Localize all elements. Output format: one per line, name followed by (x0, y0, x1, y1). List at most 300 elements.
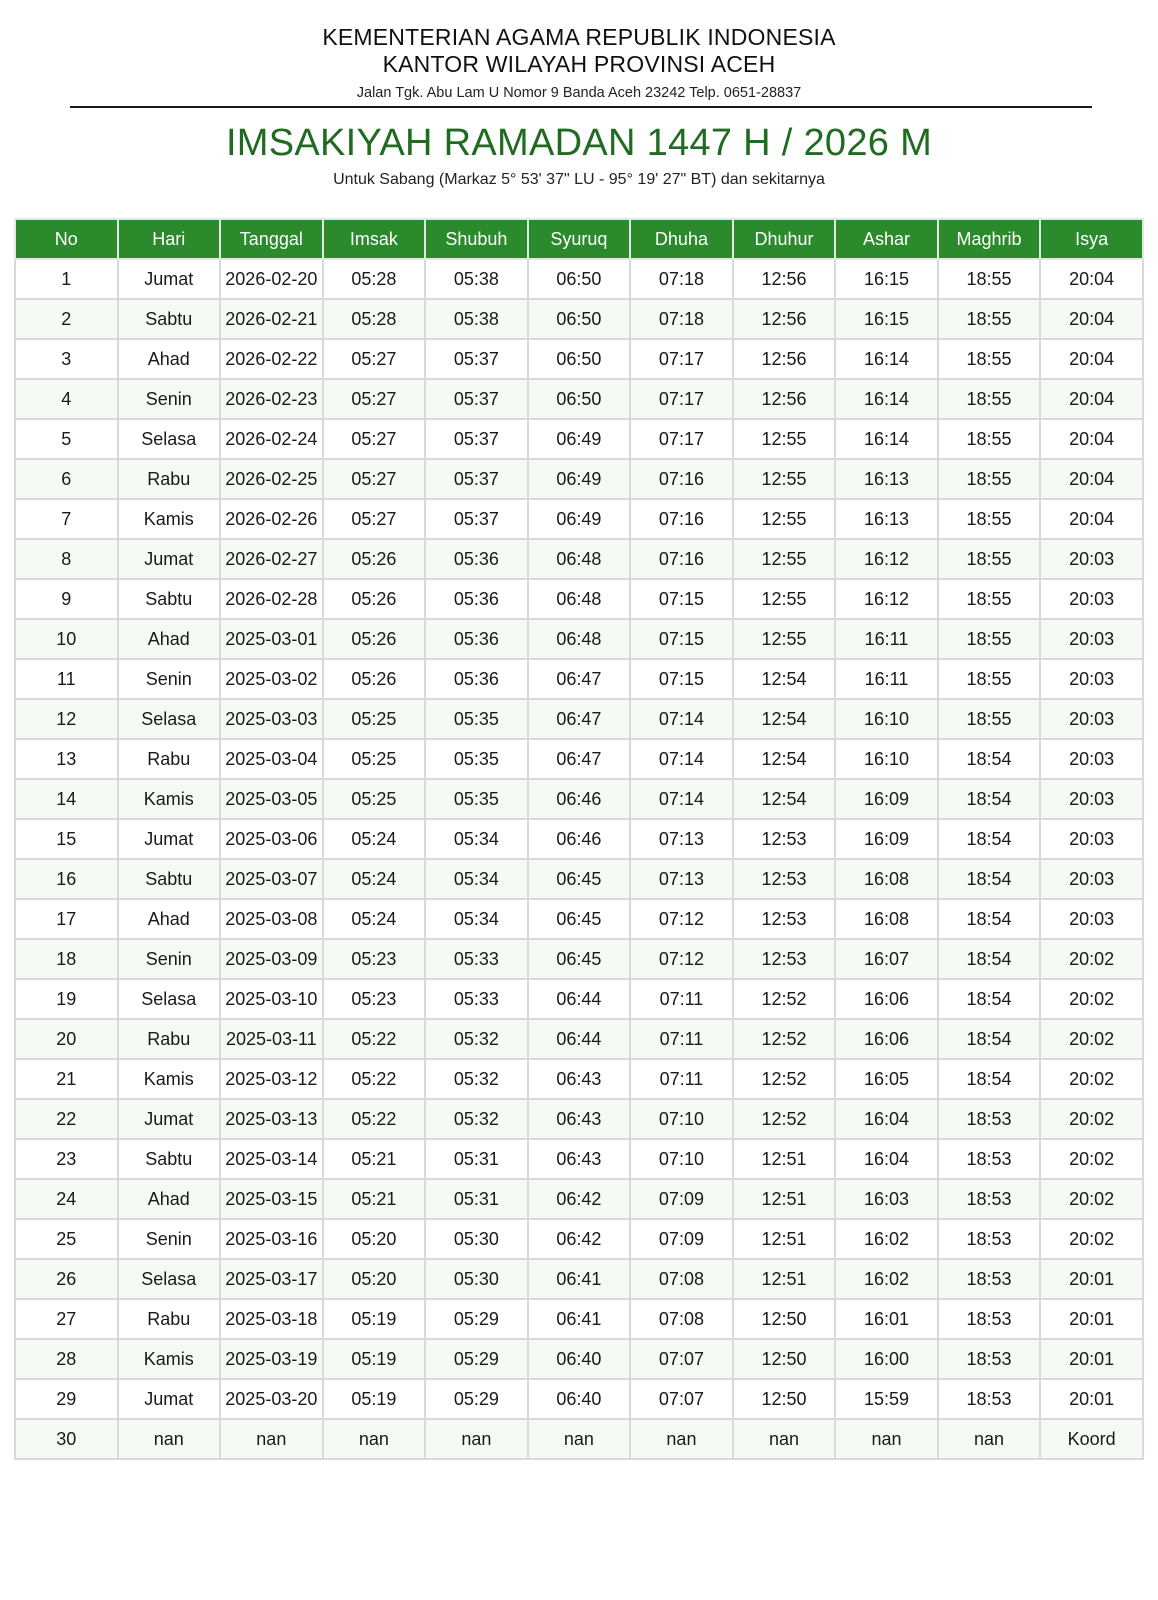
cell-shubuh: 05:37 (425, 499, 528, 539)
cell-tanggal: 2025-03-01 (220, 619, 323, 659)
cell-tanggal: 2025-03-11 (220, 1019, 323, 1059)
cell-imsak: 05:24 (323, 859, 426, 899)
cell-no: 24 (15, 1179, 118, 1219)
cell-no: 3 (15, 339, 118, 379)
cell-syuruq: 06:47 (528, 739, 631, 779)
cell-maghrib: 18:53 (938, 1379, 1041, 1419)
cell-hari: Senin (118, 659, 221, 699)
cell-dhuhur: nan (733, 1419, 836, 1459)
cell-shubuh: 05:36 (425, 619, 528, 659)
column-header-ashar: Ashar (835, 219, 938, 259)
table-row (15, 1059, 1143, 1099)
cell-dhuha: 07:11 (630, 1019, 733, 1059)
document-subtitle: Untuk Sabang (Markaz 5° 53' 37" LU - 95° 19' 27" BT) dan sekitarnya (333, 171, 825, 188)
cell-dhuha: 07:09 (630, 1179, 733, 1219)
cell-shubuh: 05:29 (425, 1299, 528, 1339)
cell-no: 14 (15, 779, 118, 819)
cell-syuruq: 06:49 (528, 499, 631, 539)
cell-isya: 20:03 (1040, 859, 1143, 899)
cell-maghrib: 18:55 (938, 579, 1041, 619)
cell-tanggal: 2025-03-03 (220, 699, 323, 739)
cell-syuruq: 06:43 (528, 1099, 631, 1139)
cell-dhuhur: 12:53 (733, 939, 836, 979)
cell-tanggal: 2026-02-25 (220, 459, 323, 499)
cell-isya: 20:03 (1040, 579, 1143, 619)
cell-hari: Selasa (118, 979, 221, 1019)
table-row (15, 659, 1143, 699)
cell-tanggal: 2026-02-20 (220, 259, 323, 299)
cell-ashar: 16:14 (835, 419, 938, 459)
cell-ashar: 16:13 (835, 459, 938, 499)
cell-hari: Rabu (118, 739, 221, 779)
cell-hari: Kamis (118, 1059, 221, 1099)
cell-isya: 20:02 (1040, 1019, 1143, 1059)
cell-no: 23 (15, 1139, 118, 1179)
cell-tanggal: 2025-03-14 (220, 1139, 323, 1179)
cell-dhuhur: 12:56 (733, 339, 836, 379)
cell-imsak: 05:19 (323, 1379, 426, 1419)
column-header-no: No (15, 219, 118, 259)
cell-isya: 20:04 (1040, 299, 1143, 339)
cell-imsak: nan (323, 1419, 426, 1459)
cell-syuruq: 06:48 (528, 539, 631, 579)
cell-tanggal: 2025-03-06 (220, 819, 323, 859)
cell-imsak: 05:27 (323, 379, 426, 419)
cell-maghrib: 18:54 (938, 899, 1041, 939)
table-row (15, 899, 1143, 939)
cell-tanggal: 2025-03-18 (220, 1299, 323, 1339)
cell-syuruq: 06:40 (528, 1379, 631, 1419)
cell-dhuhur: 12:51 (733, 1219, 836, 1259)
cell-dhuha: 07:10 (630, 1099, 733, 1139)
cell-syuruq: 06:43 (528, 1139, 631, 1179)
cell-isya: 20:04 (1040, 459, 1143, 499)
cell-ashar: 16:09 (835, 779, 938, 819)
cell-dhuha: 07:10 (630, 1139, 733, 1179)
cell-syuruq: 06:43 (528, 1059, 631, 1099)
cell-tanggal: 2026-02-24 (220, 419, 323, 459)
cell-ashar: 16:11 (835, 619, 938, 659)
cell-hari: Senin (118, 939, 221, 979)
table-row (15, 1179, 1143, 1219)
cell-no: 15 (15, 819, 118, 859)
cell-imsak: 05:27 (323, 339, 426, 379)
cell-dhuha: 07:11 (630, 1059, 733, 1099)
cell-syuruq: 06:48 (528, 579, 631, 619)
cell-ashar: 16:00 (835, 1339, 938, 1379)
table-row (15, 579, 1143, 619)
cell-maghrib: 18:53 (938, 1099, 1041, 1139)
cell-ashar: 16:06 (835, 979, 938, 1019)
cell-no: 4 (15, 379, 118, 419)
cell-dhuha: 07:16 (630, 539, 733, 579)
cell-isya: 20:01 (1040, 1379, 1143, 1419)
cell-syuruq: 06:50 (528, 379, 631, 419)
cell-hari: Sabtu (118, 299, 221, 339)
cell-maghrib: 18:55 (938, 419, 1041, 459)
cell-dhuhur: 12:54 (733, 779, 836, 819)
cell-hari: Kamis (118, 1339, 221, 1379)
column-header-dhuha: Dhuha (630, 219, 733, 259)
cell-isya: 20:03 (1040, 699, 1143, 739)
cell-tanggal: 2025-03-19 (220, 1339, 323, 1379)
cell-syuruq: 06:50 (528, 259, 631, 299)
cell-shubuh: 05:38 (425, 259, 528, 299)
column-header-imsak: Imsak (323, 219, 426, 259)
table-row (15, 259, 1143, 299)
document-title: IMSAKIYAH RAMADAN 1447 H / 2026 M (225, 122, 933, 164)
cell-no: 26 (15, 1259, 118, 1299)
cell-imsak: 05:21 (323, 1179, 426, 1219)
cell-maghrib: 18:55 (938, 459, 1041, 499)
cell-ashar: 16:12 (835, 579, 938, 619)
cell-shubuh: 05:34 (425, 859, 528, 899)
table-header (15, 219, 1143, 259)
cell-maghrib: 18:54 (938, 779, 1041, 819)
cell-isya: 20:02 (1040, 979, 1143, 1019)
cell-no: 17 (15, 899, 118, 939)
cell-no: 25 (15, 1219, 118, 1259)
cell-dhuhur: 12:51 (733, 1179, 836, 1219)
cell-shubuh: 05:36 (425, 659, 528, 699)
cell-hari: Jumat (118, 1379, 221, 1419)
cell-isya: 20:02 (1040, 1059, 1143, 1099)
cell-ashar: 16:07 (835, 939, 938, 979)
cell-tanggal: 2026-02-26 (220, 499, 323, 539)
cell-shubuh: 05:37 (425, 339, 528, 379)
cell-tanggal: 2025-03-02 (220, 659, 323, 699)
cell-isya: 20:04 (1040, 259, 1143, 299)
cell-dhuha: 07:18 (630, 259, 733, 299)
table-row (15, 539, 1143, 579)
cell-maghrib: 18:54 (938, 1059, 1041, 1099)
cell-hari: Senin (118, 379, 221, 419)
table-row (15, 459, 1143, 499)
cell-shubuh: 05:29 (425, 1379, 528, 1419)
cell-ashar: 16:05 (835, 1059, 938, 1099)
table-row (15, 339, 1143, 379)
cell-imsak: 05:22 (323, 1059, 426, 1099)
cell-imsak: 05:20 (323, 1219, 426, 1259)
cell-hari: Jumat (118, 539, 221, 579)
cell-hari: Selasa (118, 419, 221, 459)
cell-tanggal: 2025-03-12 (220, 1059, 323, 1099)
cell-tanggal: 2025-03-20 (220, 1379, 323, 1419)
cell-dhuhur: 12:52 (733, 979, 836, 1019)
cell-dhuha: 07:12 (630, 939, 733, 979)
cell-shubuh: 05:36 (425, 579, 528, 619)
cell-imsak: 05:25 (323, 739, 426, 779)
cell-hari: Kamis (118, 779, 221, 819)
cell-tanggal: 2025-03-07 (220, 859, 323, 899)
table-header-row (15, 219, 1143, 259)
table-row (15, 1379, 1143, 1419)
cell-syuruq: 06:44 (528, 979, 631, 1019)
table-row (15, 739, 1143, 779)
cell-tanggal: nan (220, 1419, 323, 1459)
cell-imsak: 05:20 (323, 1259, 426, 1299)
table-row (15, 1219, 1143, 1259)
cell-imsak: 05:28 (323, 259, 426, 299)
cell-tanggal: 2026-02-21 (220, 299, 323, 339)
cell-tanggal: 2025-03-13 (220, 1099, 323, 1139)
cell-dhuha: 07:12 (630, 899, 733, 939)
table-row (15, 979, 1143, 1019)
cell-syuruq: 06:50 (528, 299, 631, 339)
cell-syuruq: 06:47 (528, 699, 631, 739)
cell-no: 16 (15, 859, 118, 899)
cell-ashar: nan (835, 1419, 938, 1459)
cell-isya: 20:03 (1040, 659, 1143, 699)
cell-isya: 20:03 (1040, 899, 1143, 939)
cell-maghrib: 18:53 (938, 1299, 1041, 1339)
cell-no: 1 (15, 259, 118, 299)
cell-shubuh: 05:33 (425, 979, 528, 1019)
cell-shubuh: 05:33 (425, 939, 528, 979)
cell-imsak: 05:21 (323, 1139, 426, 1179)
cell-dhuha: 07:15 (630, 619, 733, 659)
cell-syuruq: 06:45 (528, 939, 631, 979)
cell-shubuh: 05:30 (425, 1259, 528, 1299)
agency-name: KEMENTERIAN AGAMA REPUBLIK INDONESIA (322, 24, 836, 50)
cell-isya: 20:03 (1040, 539, 1143, 579)
cell-dhuhur: 12:56 (733, 379, 836, 419)
cell-imsak: 05:27 (323, 419, 426, 459)
cell-isya: 20:01 (1040, 1299, 1143, 1339)
regional-office-name: KANTOR WILAYAH PROVINSI ACEH (382, 51, 776, 77)
cell-isya: 20:04 (1040, 499, 1143, 539)
cell-imsak: 05:26 (323, 539, 426, 579)
cell-syuruq: 06:50 (528, 339, 631, 379)
cell-isya: 20:02 (1040, 1219, 1143, 1259)
cell-tanggal: 2025-03-15 (220, 1179, 323, 1219)
cell-no: 19 (15, 979, 118, 1019)
cell-syuruq: 06:44 (528, 1019, 631, 1059)
cell-no: 5 (15, 419, 118, 459)
cell-ashar: 16:13 (835, 499, 938, 539)
cell-shubuh: 05:32 (425, 1099, 528, 1139)
cell-syuruq: 06:40 (528, 1339, 631, 1379)
cell-ashar: 16:06 (835, 1019, 938, 1059)
cell-shubuh: 05:29 (425, 1339, 528, 1379)
cell-shubuh: 05:34 (425, 819, 528, 859)
cell-dhuhur: 12:52 (733, 1019, 836, 1059)
cell-dhuhur: 12:50 (733, 1299, 836, 1339)
cell-maghrib: 18:55 (938, 699, 1041, 739)
cell-maghrib: 18:54 (938, 939, 1041, 979)
cell-hari: Selasa (118, 699, 221, 739)
cell-maghrib: nan (938, 1419, 1041, 1459)
cell-syuruq: nan (528, 1419, 631, 1459)
cell-ashar: 16:02 (835, 1259, 938, 1299)
cell-dhuhur: 12:55 (733, 619, 836, 659)
cell-isya: 20:01 (1040, 1259, 1143, 1299)
cell-imsak: 05:26 (323, 659, 426, 699)
cell-dhuhur: 12:53 (733, 859, 836, 899)
cell-hari: Sabtu (118, 1139, 221, 1179)
cell-imsak: 05:23 (323, 979, 426, 1019)
cell-dhuha: 07:11 (630, 979, 733, 1019)
cell-no: 22 (15, 1099, 118, 1139)
cell-dhuha: 07:17 (630, 379, 733, 419)
cell-isya: 20:02 (1040, 1139, 1143, 1179)
cell-no: 10 (15, 619, 118, 659)
cell-tanggal: 2025-03-17 (220, 1259, 323, 1299)
cell-dhuha: 07:08 (630, 1259, 733, 1299)
cell-dhuhur: 12:53 (733, 899, 836, 939)
cell-maghrib: 18:54 (938, 1019, 1041, 1059)
cell-no: 8 (15, 539, 118, 579)
cell-dhuhur: 12:50 (733, 1379, 836, 1419)
table-row (15, 1099, 1143, 1139)
cell-maghrib: 18:54 (938, 979, 1041, 1019)
cell-ashar: 16:14 (835, 339, 938, 379)
cell-tanggal: 2026-02-22 (220, 339, 323, 379)
cell-shubuh: 05:35 (425, 739, 528, 779)
cell-dhuha: 07:16 (630, 459, 733, 499)
cell-shubuh: 05:37 (425, 379, 528, 419)
cell-tanggal: 2025-03-08 (220, 899, 323, 939)
cell-dhuha: nan (630, 1419, 733, 1459)
cell-dhuha: 07:14 (630, 739, 733, 779)
table-row (15, 379, 1143, 419)
column-header-isya: Isya (1040, 219, 1143, 259)
cell-maghrib: 18:55 (938, 539, 1041, 579)
cell-isya: 20:04 (1040, 339, 1143, 379)
cell-imsak: 05:23 (323, 939, 426, 979)
cell-imsak: 05:25 (323, 779, 426, 819)
cell-no: 9 (15, 579, 118, 619)
table-row (15, 859, 1143, 899)
prayer-schedule-table (14, 218, 1144, 1460)
cell-no: 11 (15, 659, 118, 699)
cell-isya: 20:02 (1040, 939, 1143, 979)
cell-dhuha: 07:18 (630, 299, 733, 339)
column-header-maghrib: Maghrib (938, 219, 1041, 259)
cell-dhuha: 07:07 (630, 1339, 733, 1379)
cell-dhuha: 07:14 (630, 779, 733, 819)
cell-dhuhur: 12:55 (733, 539, 836, 579)
cell-ashar: 16:12 (835, 539, 938, 579)
cell-no: 7 (15, 499, 118, 539)
cell-imsak: 05:19 (323, 1299, 426, 1339)
cell-imsak: 05:22 (323, 1099, 426, 1139)
cell-isya: 20:02 (1040, 1099, 1143, 1139)
cell-dhuha: 07:16 (630, 499, 733, 539)
cell-syuruq: 06:45 (528, 899, 631, 939)
cell-maghrib: 18:55 (938, 619, 1041, 659)
cell-syuruq: 06:41 (528, 1259, 631, 1299)
cell-shubuh: 05:36 (425, 539, 528, 579)
table-row (15, 419, 1143, 459)
cell-hari: Ahad (118, 619, 221, 659)
cell-syuruq: 06:48 (528, 619, 631, 659)
cell-imsak: 05:24 (323, 899, 426, 939)
cell-maghrib: 18:54 (938, 819, 1041, 859)
table-row (15, 779, 1143, 819)
cell-hari: Ahad (118, 1179, 221, 1219)
cell-ashar: 16:04 (835, 1139, 938, 1179)
cell-ashar: 16:15 (835, 299, 938, 339)
cell-dhuhur: 12:52 (733, 1099, 836, 1139)
cell-dhuha: 07:17 (630, 419, 733, 459)
cell-isya: 20:03 (1040, 619, 1143, 659)
cell-maghrib: 18:55 (938, 299, 1041, 339)
cell-hari: Rabu (118, 459, 221, 499)
cell-dhuha: 07:09 (630, 1219, 733, 1259)
cell-shubuh: 05:32 (425, 1059, 528, 1099)
cell-maghrib: 18:55 (938, 259, 1041, 299)
cell-dhuha: 07:13 (630, 859, 733, 899)
table-body (15, 259, 1143, 1459)
cell-no: 18 (15, 939, 118, 979)
cell-tanggal: 2025-03-09 (220, 939, 323, 979)
cell-maghrib: 18:53 (938, 1259, 1041, 1299)
cell-shubuh: 05:35 (425, 699, 528, 739)
cell-dhuha: 07:17 (630, 339, 733, 379)
cell-imsak: 05:26 (323, 579, 426, 619)
table-row (15, 699, 1143, 739)
table-row (15, 1339, 1143, 1379)
cell-ashar: 16:02 (835, 1219, 938, 1259)
cell-syuruq: 06:49 (528, 459, 631, 499)
cell-isya: 20:01 (1040, 1339, 1143, 1379)
cell-imsak: 05:26 (323, 619, 426, 659)
cell-imsak: 05:25 (323, 699, 426, 739)
cell-ashar: 16:11 (835, 659, 938, 699)
cell-no: 27 (15, 1299, 118, 1339)
cell-imsak: 05:28 (323, 299, 426, 339)
table-row (15, 1139, 1143, 1179)
cell-no: 21 (15, 1059, 118, 1099)
cell-dhuhur: 12:51 (733, 1259, 836, 1299)
cell-hari: Selasa (118, 1259, 221, 1299)
cell-ashar: 16:10 (835, 739, 938, 779)
cell-ashar: 15:59 (835, 1379, 938, 1419)
cell-hari: Sabtu (118, 859, 221, 899)
table-row (15, 1259, 1143, 1299)
cell-syuruq: 06:49 (528, 419, 631, 459)
cell-ashar: 16:03 (835, 1179, 938, 1219)
cell-maghrib: 18:53 (938, 1139, 1041, 1179)
cell-hari: Jumat (118, 259, 221, 299)
cell-ashar: 16:10 (835, 699, 938, 739)
cell-isya: 20:04 (1040, 379, 1143, 419)
cell-shubuh: 05:37 (425, 459, 528, 499)
cell-shubuh: 05:37 (425, 419, 528, 459)
table-row (15, 939, 1143, 979)
cell-dhuhur: 12:55 (733, 419, 836, 459)
cell-dhuhur: 12:54 (733, 739, 836, 779)
table-row (15, 1419, 1143, 1459)
cell-maghrib: 18:55 (938, 499, 1041, 539)
table-row (15, 499, 1143, 539)
cell-shubuh: 05:38 (425, 299, 528, 339)
cell-no: 6 (15, 459, 118, 499)
cell-no: 2 (15, 299, 118, 339)
letterhead-divider (70, 106, 1092, 108)
cell-hari: Rabu (118, 1299, 221, 1339)
cell-ashar: 16:14 (835, 379, 938, 419)
cell-maghrib: 18:55 (938, 379, 1041, 419)
column-header-hari: Hari (118, 219, 221, 259)
cell-shubuh: 05:30 (425, 1219, 528, 1259)
cell-ashar: 16:08 (835, 899, 938, 939)
cell-dhuha: 07:08 (630, 1299, 733, 1339)
cell-maghrib: 18:54 (938, 859, 1041, 899)
cell-hari: Senin (118, 1219, 221, 1259)
cell-dhuhur: 12:55 (733, 579, 836, 619)
